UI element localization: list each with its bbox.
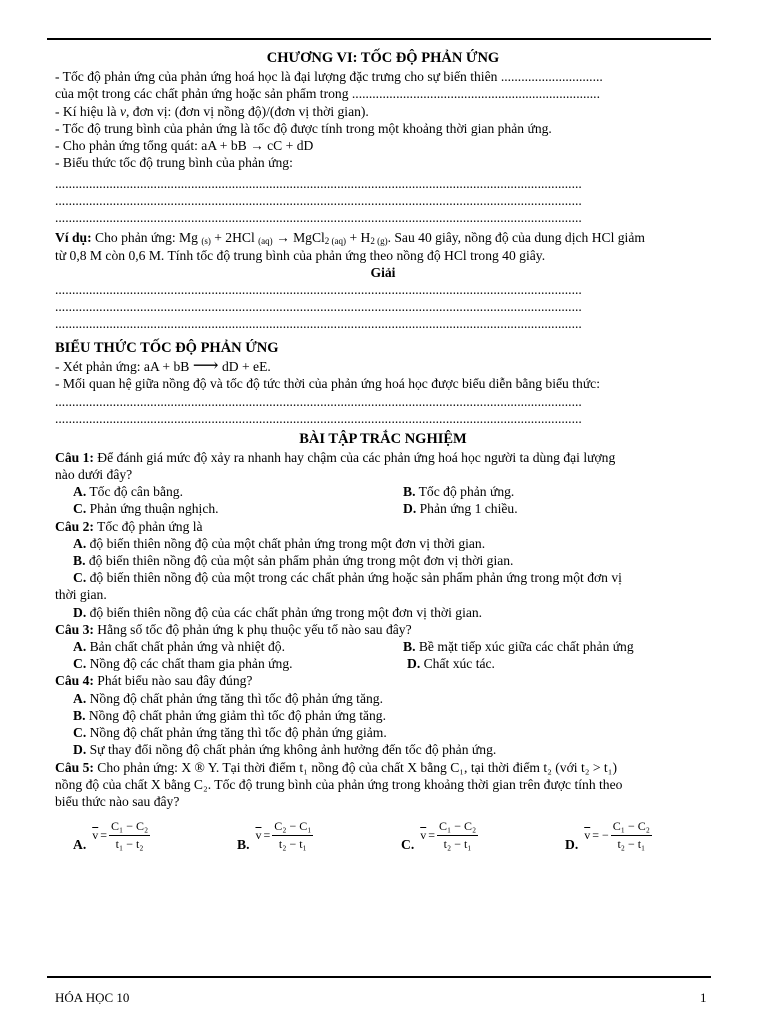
- answer-row: [55, 483, 711, 500]
- page-number: 1: [700, 990, 707, 1005]
- quiz-heading: BÀI TẬP TRẮC NGHIỆM: [299, 430, 467, 447]
- answer-row: [55, 655, 711, 672]
- blank-line: ...........................................................................................................................................................: [55, 282, 582, 298]
- example-line: Ví dụ: Cho phản ứng: Mg $_{(s)}$ + 2HCl $_{(aq)}$ → MgCl$_2$ $_{(aq)} + H_2$ $_{(g)}$. Sau 40 giây, nồng độ của dung dịch HCl giảm: [55, 230, 645, 247]
- blank-line: ...........................................................................................................................................................: [55, 176, 582, 192]
- answer-option[interactable]: B. Tốc độ phản ứng.: [403, 484, 515, 500]
- blank-line: ...........................................................................................................................................................: [55, 393, 582, 409]
- intro-line: - Tốc độ trung bình của phản ứng là tốc độ được tính trong một khoảng thời gian phản ứng.: [55, 120, 552, 136]
- formula-option[interactable]: A. $\overline{v}$ = $\frac{\text{C₁ − C₂}}{\text{t₁ − t₂}}$: [73, 819, 149, 853]
- formula-option[interactable]: B. $\overline{v}$ = $\frac{\text{C₂ − C₁}}{\text{t₂ − t₁}}$: [237, 819, 312, 853]
- example-line-2: từ 0,8 M còn 0,6 M. Tính tốc độ trung bình của phản ứng theo nồng độ HCl trong 40 giây.: [55, 247, 546, 263]
- formula: $\overline{v}$ = $\frac{\text{C₂ − C₁}}{\text{t₂ − t₁}}$: [255, 819, 312, 852]
- solution-label: Giải: [370, 264, 396, 280]
- question-5-cont: biểu thức nào sau đây?: [55, 793, 180, 809]
- intro-line: - Tốc độ phản ứng của phản ứng hoá học là đại lượng đặc trưng cho sự biến thiên ..............................: [55, 69, 603, 85]
- answer-option[interactable]: B. Nồng độ chất phản ứng giảm thì tốc độ phản ứng tăng.: [73, 707, 386, 723]
- blank-line: ...........................................................................................................................................................: [55, 410, 582, 426]
- formula: $\overline{v}$ = $\frac{\text{C₁ − C₂}}{\text{t₂ − t₁}}$: [420, 819, 477, 852]
- blank-line: ...........................................................................................................................................................: [55, 316, 582, 332]
- formula-option[interactable]: C. $\overline{v}$ = $\frac{\text{C₁ − C₂}}{\text{t₂ − t₁}}$: [401, 819, 477, 853]
- bottom-rule: [47, 976, 711, 978]
- intro-line: - Kí hiệu là v, đơn vị: (đơn vị nồng độ)/(đơn vị thời gian).: [55, 103, 369, 119]
- intro-line: - Biểu thức tốc độ trung bình của phản ứng:: [55, 155, 293, 171]
- blank-line: ...........................................................................................................................................................: [55, 210, 582, 226]
- answer-option[interactable]: B. độ biến thiên nồng độ của một sản phẩm phản ứng trong một đơn vị thời gian.: [73, 553, 514, 569]
- question-2: Câu 2: Tốc độ phản ứng là: [55, 518, 203, 534]
- answer-option[interactable]: D. Phản ứng 1 chiều.: [403, 501, 518, 517]
- section-line: - Xét phản ứng: aA + bB ⟶ dD + eE.: [55, 358, 271, 376]
- question-4: Câu 4: Phát biểu nào sau đây đúng?: [55, 673, 253, 689]
- answer-row: [55, 638, 711, 655]
- intro-line: - Cho phản ứng tổng quát: aA + bB → cC + dD: [55, 138, 314, 154]
- blank-line: ...........................................................................................................................................................: [55, 299, 582, 315]
- answer-option[interactable]: A. Bản chất chất phản ứng và nhiệt độ.: [73, 639, 285, 655]
- footer-subject: HÓA HỌC 10: [55, 990, 130, 1005]
- answer-option-cont: thời gian.: [55, 587, 107, 603]
- formula: $\overline{v}$ = − $\frac{\text{C₁ − C₂}}{\text{t₂ − t₁}}$: [584, 819, 650, 852]
- answer-option[interactable]: A. Tốc độ cân bằng.: [73, 484, 183, 500]
- question-1: Câu 1: Để đánh giá mức độ xảy ra nhanh hay chậm của các phản ứng hoá học người ta dùng đại lượng: [55, 449, 616, 465]
- answer-option[interactable]: B. Bề mặt tiếp xúc giữa các chất phản ứng: [403, 639, 634, 655]
- answer-option[interactable]: C. độ biến thiên nồng độ của một trong các chất phản ứng hoặc sản phẩm phản ứng trong một đơn vị: [73, 570, 622, 586]
- question-5: Câu 5: Cho phản ứng: X ® Y. Tại thời điểm t₁ nồng độ của chất X bằng C₁, tại thời điểm t₂ (với t₂ > t₁): [55, 759, 617, 775]
- formula-option[interactable]: D. $\overline{v}$ = − $\frac{\text{C₁ − C₂}}{\text{t₂ − t₁}}$: [565, 819, 650, 853]
- intro-line: của một trong các chất phản ứng hoặc sản phẩm trong .........................................................................: [55, 86, 600, 102]
- answer-option[interactable]: D. Chất xúc tác.: [407, 656, 495, 672]
- question-1-cont: nào dưới đây?: [55, 467, 133, 483]
- top-rule: [47, 38, 711, 40]
- question-5-cont: nồng độ của chất X bằng C₂. Tốc độ trung bình của phản ứng trong khoảng thời gian trên được tính theo: [55, 776, 623, 792]
- answer-option[interactable]: A. Nồng độ chất phản ứng tăng thì tốc độ phản ứng tăng.: [73, 690, 383, 706]
- answer-option[interactable]: A. độ biến thiên nồng độ của một chất phản ứng trong một đơn vị thời gian.: [73, 535, 486, 551]
- formula: $\overline{v}$ = $\frac{\text{C₁ − C₂}}{\text{t₁ − t₂}}$: [92, 819, 149, 852]
- section-line: - Mối quan hệ giữa nồng độ và tốc độ tức thời của phản ứng hoá học được biểu diễn bằng biểu thức:: [55, 376, 600, 392]
- answer-option[interactable]: D. độ biến thiên nồng độ của các chất phản ứng trong một đơn vị thời gian.: [73, 604, 483, 620]
- answer-option[interactable]: D. Sự thay đổi nồng độ chất phản ứng không ảnh hưởng đến tốc độ phản ứng.: [73, 742, 497, 758]
- question-3: Câu 3: Hằng số tốc độ phản ứng k phụ thuộc yếu tố nào sau đây?: [55, 621, 412, 637]
- answer-row: [55, 500, 711, 517]
- answer-option[interactable]: C. Nồng độ chất phản ứng tăng thì tốc độ phản ứng giảm.: [73, 725, 387, 741]
- formula-options: [55, 818, 711, 853]
- blank-line: ...........................................................................................................................................................: [55, 193, 582, 209]
- section-heading: BIỂU THỨC TỐC ĐỘ PHẢN ỨNG: [55, 340, 279, 357]
- page-content: [55, 50, 711, 854]
- example-label: Ví dụ:: [55, 230, 92, 246]
- chapter-title: CHƯƠNG VI: TỐC ĐỘ PHẢN ỨNG: [266, 50, 500, 66]
- answer-option[interactable]: C. Phản ứng thuận nghịch.: [73, 501, 219, 517]
- answer-option[interactable]: C. Nồng độ các chất tham gia phản ứng.: [73, 656, 293, 672]
